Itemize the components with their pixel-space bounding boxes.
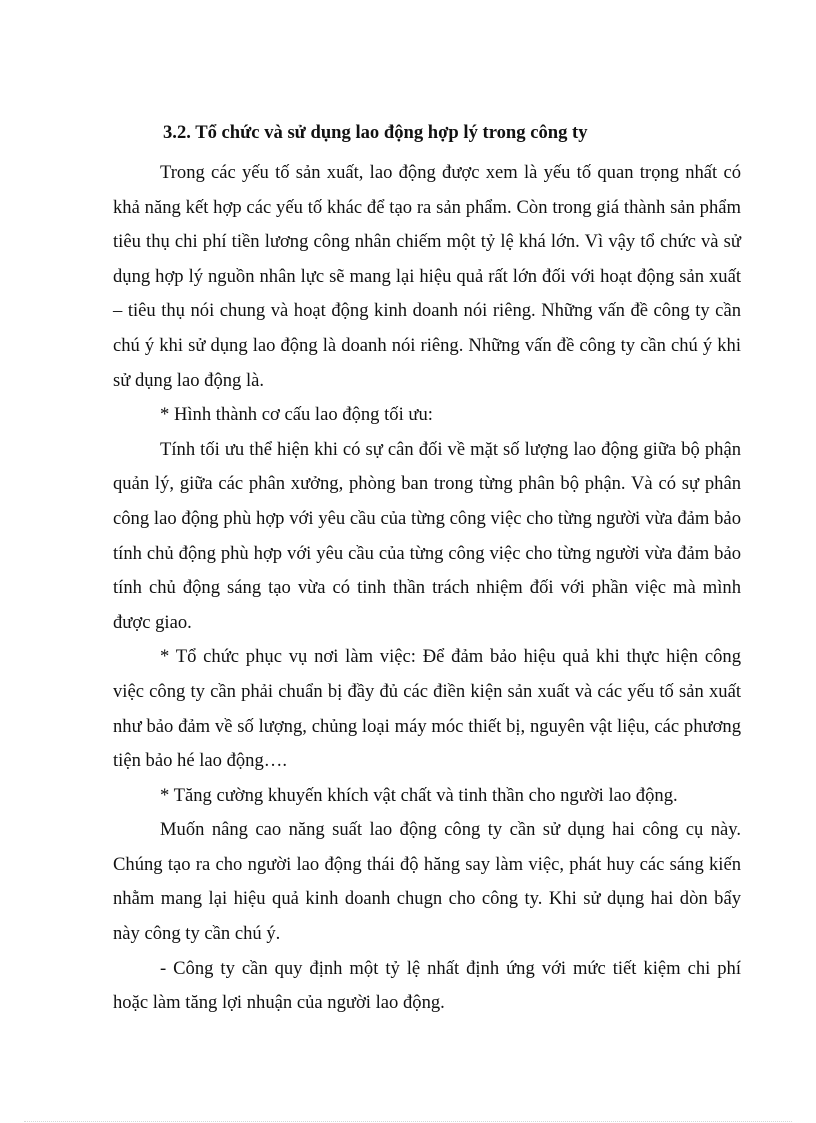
paragraph-bullet-optimal-structure: * Hình thành cơ cấu lao động tối ưu: [160,404,433,426]
document-body [113,118,741,1021]
paragraph-productivity: Muốn nâng cao năng suất lao động công ty cần sử dụng hai công cụ này. Chúng tạo ra cho người lao động thái độ hăng say làm việc, phát huy các sáng kiến nhằm mang lại hiệu quả kinh doanh chugn cho công ty. Khi sử dụng hai dòn bẩy này công ty cần chú ý. [113,819,741,945]
paragraph-bullet-incentives: * Tăng cường khuyến khích vật chất và tinh thần cho người lao động. [160,784,678,806]
paragraph-intro: Trong các yếu tố sản xuất, lao động được xem là yếu tố quan trọng nhất có khả năng kết hợp các yếu tố khác để tạo ra sản phẩm. Còn trong giá thành sản phẩm tiêu thụ chi phí tiền lương công nhân chiếm một tỷ lệ khá lớn. Vì vậy tổ chức và sử dụng hợp lý nguồn nhân lực sẽ mang lại hiệu quả rất lớn đối với hoạt động sản xuất – tiêu thụ nói chung và hoạt động kinh doanh nói riêng. Những vấn đề công ty cần chú ý khi sử dụng lao động là doanh nói riêng. Những vấn đề công ty cần chú ý khi sử dụng lao động là. [113,162,741,391]
paragraph-workplace-service: * Tổ chức phục vụ nơi làm việc: Để đảm bảo hiệu quả khi thực hiện công việc công ty cần phải chuẩn bị đầy đủ các điền kiện sản xuất và các yếu tố sản xuất như bảo đảm về số lượng, chủng loại máy móc thiết bị, nguyên vật liệu, các phương tiện bảo hé lao động…. [113,646,741,772]
page-bottom-divider [24,1121,792,1122]
section-heading: 3.2. Tổ chức và sử dụng lao động hợp lý trong công ty [163,122,588,143]
paragraph-optimal-structure: Tính tối ưu thể hiện khi có sự cân đối về mặt số lượng lao động giữa bộ phận quản lý, giữa các phân xưởng, phòng ban trong từng phân bộ phận. Và có sự phân công lao động phù hợp với yêu cầu của từng công việc cho từng người vừa đảm bảo tính chủ động phù hợp với yêu cầu của từng công việc cho từng người vừa đảm bảo tính chủ động sáng tạo vừa có tinh thần trách nhiệm đối với phần việc mà mình được giao. [113,438,741,633]
paragraph-savings-ratio: - Công ty cần quy định một tỷ lệ nhất định ứng với mức tiết kiệm chi phí hoặc làm tăng lợi nhuận của người lao động. [113,957,741,1014]
